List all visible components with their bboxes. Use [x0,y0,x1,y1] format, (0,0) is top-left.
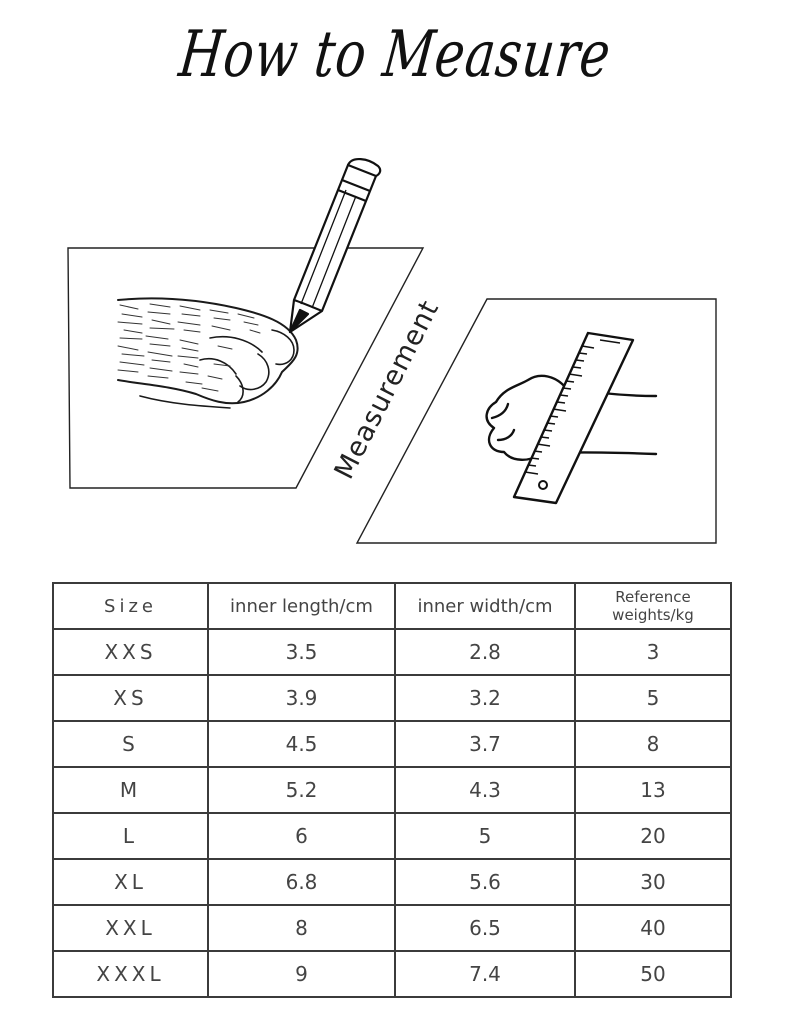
measurement-illustration [0,140,790,560]
header-size: Size [53,583,208,629]
table-row [53,721,731,767]
paw-tracing-icon [118,298,298,408]
length-cell: 3.9 [208,675,395,721]
weight-cell: 3 [575,629,731,675]
measurement-label: Measurement [328,295,446,485]
ruler-icon [514,333,633,503]
table-header-row [53,583,731,629]
header-reference-line2: weights/kg [612,606,694,624]
length-cell: 9 [208,951,395,997]
header-reference-weights [575,583,731,629]
table-row [53,951,731,997]
length-cell: 8 [208,905,395,951]
table-row [53,629,731,675]
header-reference-line1: Reference [615,588,691,606]
weight-cell: 8 [575,721,731,767]
table-row [53,675,731,721]
weight-cell: 30 [575,859,731,905]
length-cell: 6 [208,813,395,859]
width-cell: 3.2 [395,675,575,721]
length-cell: 4.5 [208,721,395,767]
page-title: How to Measure [175,18,615,92]
size-cell: XXXL [53,951,208,997]
length-cell: 6.8 [208,859,395,905]
weight-cell: 5 [575,675,731,721]
table-row [53,813,731,859]
size-cell: XXS [53,629,208,675]
size-cell: M [53,767,208,813]
length-cell: 5.2 [208,767,395,813]
header-inner-width: inner width/cm [395,583,575,629]
width-cell: 7.4 [395,951,575,997]
size-cell: L [53,813,208,859]
width-cell: 5.6 [395,859,575,905]
width-cell: 4.3 [395,767,575,813]
size-cell: XXL [53,905,208,951]
width-cell: 3.7 [395,721,575,767]
pencil-icon [290,159,380,332]
weight-cell: 20 [575,813,731,859]
size-cell: S [53,721,208,767]
weight-cell: 40 [575,905,731,951]
header-inner-length: inner length/cm [208,583,395,629]
width-cell: 2.8 [395,629,575,675]
size-cell: XL [53,859,208,905]
width-cell: 5 [395,813,575,859]
weight-cell: 13 [575,767,731,813]
table-row [53,859,731,905]
width-cell: 6.5 [395,905,575,951]
table-row [53,767,731,813]
size-table [52,582,732,998]
length-cell: 3.5 [208,629,395,675]
weight-cell: 50 [575,951,731,997]
size-cell: XS [53,675,208,721]
table-row [53,905,731,951]
